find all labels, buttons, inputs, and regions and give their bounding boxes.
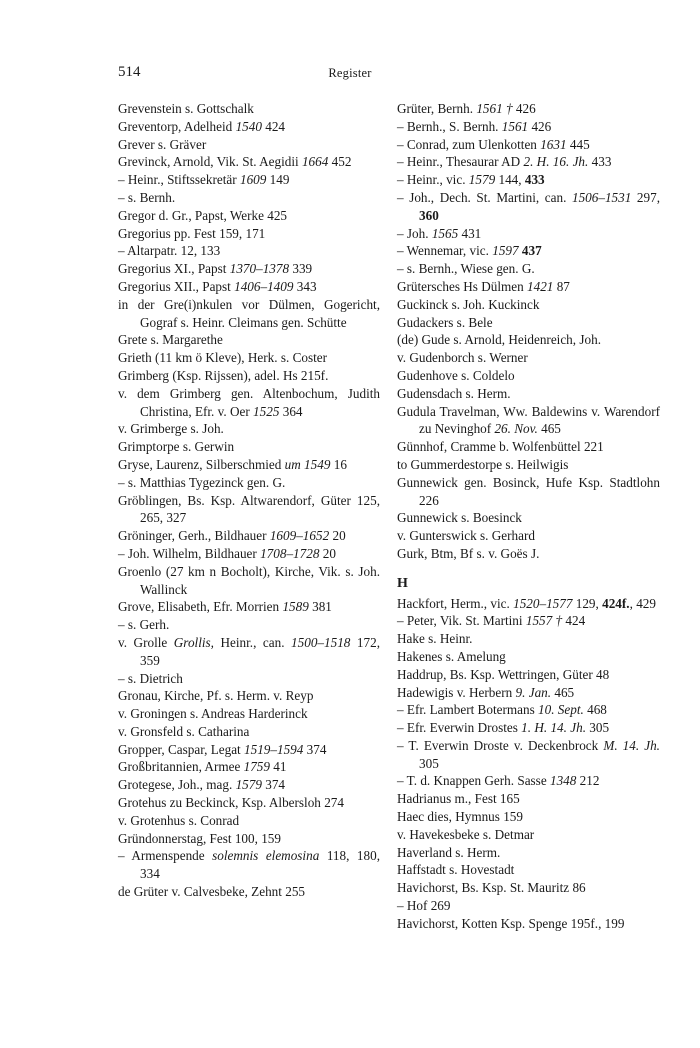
index-entry xyxy=(118,563,380,599)
index-entry xyxy=(118,385,380,421)
entry-text: Haec dies, Hymnus 159 xyxy=(397,809,523,825)
right-index-column xyxy=(397,100,660,933)
entry-text: 1525 xyxy=(253,403,280,419)
entry-text: 297, xyxy=(631,189,661,205)
index-entry xyxy=(397,367,660,385)
index-entry xyxy=(118,225,380,243)
entry-text: 1664 xyxy=(301,154,329,170)
index-subentry xyxy=(118,242,380,260)
entry-text: Grotehus zu Beckinck, Ksp. Albersloh 274 xyxy=(118,795,344,811)
index-entry xyxy=(118,741,380,759)
entry-text: 437 xyxy=(521,243,542,259)
entry-text: 212 xyxy=(576,773,600,789)
index-entry xyxy=(118,883,380,901)
entry-text: solemnis elemosina xyxy=(212,848,320,864)
entry-text: Grollis, xyxy=(173,634,214,650)
entry-text: Grever s. Gräver xyxy=(118,136,207,152)
index-entry xyxy=(118,634,380,670)
index-subentry xyxy=(118,545,380,563)
entry-text: 1. H. 14. Jh. xyxy=(521,720,586,736)
entry-text: Havichorst, Bs. Ksp. St. Mauritz 86 xyxy=(397,880,586,896)
entry-text: 87 xyxy=(553,278,570,294)
index-subentry xyxy=(397,260,660,278)
entry-text: Gropper, Caspar, Legat xyxy=(118,741,245,757)
index-entry xyxy=(118,278,380,296)
entry-text: v. Havekesbeke s. Detmar xyxy=(397,826,535,842)
index-entry xyxy=(397,808,660,826)
index-entry xyxy=(118,456,380,474)
entry-text: 1565 xyxy=(431,225,459,241)
entry-text: 1561 xyxy=(501,118,529,134)
entry-text: 1506–1531 xyxy=(571,189,632,205)
entry-text: Gudensdach s. Herm. xyxy=(397,385,511,401)
index-subentry xyxy=(397,171,660,189)
entry-text: 445 xyxy=(566,136,590,152)
index-entry xyxy=(118,420,380,438)
entry-text: Gregorius XII., Papst xyxy=(118,278,235,294)
entry-text: 468 xyxy=(583,702,607,718)
entry-text: 343 xyxy=(293,278,317,294)
entry-text: Grove, Elisabeth, Efr. Morrien xyxy=(118,599,283,615)
index-entry xyxy=(118,100,380,118)
entry-text: 118, 180, 334 xyxy=(140,848,380,882)
index-subentry xyxy=(397,897,660,915)
index-entry xyxy=(397,474,660,510)
entry-text: 305 xyxy=(586,720,610,736)
entry-text: Hackfort, Herm., vic. xyxy=(397,595,514,611)
index-entry xyxy=(397,861,660,879)
entry-text: Grete s. Margarethe xyxy=(118,332,223,348)
entry-text: Grüter, Bernh. xyxy=(397,101,477,116)
entry-text: 433 xyxy=(588,154,612,170)
entry-text: Gudenhove s. Coldelo xyxy=(397,367,515,383)
entry-text: Havichorst, Kotten Ksp. Spenge 195f., 199 xyxy=(397,915,625,931)
index-subentry xyxy=(118,474,380,492)
index-entry xyxy=(397,100,660,118)
index-entry xyxy=(118,207,380,225)
entry-text: – s. Bernh. xyxy=(118,189,176,205)
index-entry xyxy=(397,826,660,844)
entry-text: v. Grolle xyxy=(118,634,174,650)
entry-text: Grevinck, Arnold, Vik. St. Aegidii xyxy=(118,154,302,170)
entry-text: 431 xyxy=(458,225,482,241)
entry-text: um 1549 xyxy=(284,456,331,472)
index-entry xyxy=(397,509,660,527)
index-entry xyxy=(397,844,660,862)
entry-text: Gunnewick gen. Bosinck, Hufe Ksp. Stadtlohn 226 xyxy=(397,474,660,508)
index-entry xyxy=(118,349,380,367)
entry-text: v. Grimberge s. Joh. xyxy=(118,421,224,437)
entry-text: Gurk, Btm, Bf s. v. Goës J. xyxy=(397,545,540,561)
entry-text: 452 xyxy=(328,154,352,170)
entry-text: 2. H. 16. Jh. xyxy=(523,154,589,170)
index-subentry xyxy=(397,118,660,136)
index-subentry xyxy=(397,189,660,225)
entry-text: – s. Matthias Tygezinck gen. G. xyxy=(118,474,286,490)
entry-text: 1520–1577 xyxy=(513,595,573,611)
entry-text: 1421 xyxy=(527,278,554,294)
entry-text: 129, xyxy=(572,595,603,611)
index-entry xyxy=(118,331,380,349)
entry-text: Groenlo (27 km n Bocholt), Kirche, Vik. s. Joh. Wallinck xyxy=(118,563,380,597)
entry-text: 426 xyxy=(512,101,536,116)
entry-text: Gröninger, Gerh., Bildhauer xyxy=(118,528,270,544)
left-index-column xyxy=(118,100,380,901)
index-entry xyxy=(118,687,380,705)
entry-text: – Armenspende xyxy=(118,848,213,864)
index-entry xyxy=(118,438,380,456)
entry-text: Hake s. Heinr. xyxy=(397,631,473,647)
entry-text: 16 xyxy=(330,456,347,472)
index-entry xyxy=(397,403,660,439)
index-entry xyxy=(397,790,660,808)
entry-text: Grevenstein s. Gottschalk xyxy=(118,101,254,116)
entry-text: 433 xyxy=(524,172,545,188)
entry-text: 465 xyxy=(537,421,561,437)
entry-text: Grieth (11 km ö Kleve), Herk. s. Coster xyxy=(118,350,327,366)
entry-text: – Hof 269 xyxy=(397,898,451,914)
index-entry xyxy=(118,794,380,812)
entry-text: 1406–1409 xyxy=(234,278,294,294)
entry-text: Gronau, Kirche, Pf. s. Herm. v. Reyp xyxy=(118,688,314,704)
entry-text: 364 xyxy=(279,403,303,419)
entry-text: – Heinr., Thesaurar AD xyxy=(397,154,524,170)
entry-text: 339 xyxy=(289,261,313,277)
entry-text: M. 14. Jh. xyxy=(603,737,660,753)
entry-text: Grütersches Hs Dülmen xyxy=(397,278,528,294)
index-entry xyxy=(397,648,660,666)
entry-text: – Efr. Lambert Botermans xyxy=(397,702,538,718)
index-entry xyxy=(118,830,380,848)
entry-text: 1708–1728 xyxy=(260,545,320,561)
index-entry xyxy=(118,812,380,830)
entry-text: , 429 xyxy=(629,595,656,611)
index-entry xyxy=(118,296,380,332)
index-subentry xyxy=(118,171,380,189)
index-entry xyxy=(397,527,660,545)
entry-text: Gröblingen, Bs. Ksp. Altwarendorf, Güter 125, 265, 327 xyxy=(118,492,380,526)
entry-text: 424 xyxy=(562,613,586,629)
entry-text: – Bernh., S. Bernh. xyxy=(397,118,502,134)
entry-text: – Joh., Dech. St. Martini, can. xyxy=(397,189,572,205)
entry-text: 26. Nov. xyxy=(494,421,538,437)
entry-text: 1579 xyxy=(235,777,262,793)
index-entry xyxy=(118,527,380,545)
entry-text: v. Grotenhus s. Conrad xyxy=(118,812,240,828)
entry-text: Haverland s. Herm. xyxy=(397,844,501,860)
index-subentry xyxy=(118,670,380,688)
entry-text: 20 xyxy=(319,545,336,561)
entry-text: – Efr. Everwin Drostes xyxy=(397,720,522,736)
entry-text: 1561 † xyxy=(476,101,513,116)
index-entry xyxy=(118,118,380,136)
index-entry xyxy=(118,758,380,776)
entry-text: 172, 359 xyxy=(140,634,380,668)
entry-text: 305 xyxy=(419,755,439,771)
entry-text: Greventorp, Adelheid xyxy=(118,118,236,134)
entry-text: de Grüter v. Calvesbeke, Zehnt 255 xyxy=(118,884,306,900)
entry-text: 1370–1378 xyxy=(229,261,290,277)
entry-text: 20 xyxy=(329,528,346,544)
entry-text: – Heinr., Stiftssekretär xyxy=(118,172,240,188)
index-entry xyxy=(397,879,660,897)
entry-text: 381 xyxy=(308,599,332,615)
entry-text: to Gummerdestorpe s. Heilwigis xyxy=(397,456,569,472)
index-entry xyxy=(118,598,380,616)
entry-text: Haddrup, Bs. Ksp. Wettringen, Güter 48 xyxy=(397,666,610,682)
entry-text: Grimptorpe s. Gerwin xyxy=(118,439,235,455)
entry-text: Günnhof, Cramme b. Wolfenbüttel 221 xyxy=(397,439,604,455)
index-entry xyxy=(397,684,660,702)
index-entry xyxy=(118,705,380,723)
entry-text: Gunnewick s. Boesinck xyxy=(397,510,522,526)
index-entry xyxy=(118,260,380,278)
entry-text: – Heinr., vic. xyxy=(397,172,469,188)
index-entry xyxy=(397,278,660,296)
entry-text: – T. d. Knappen Gerh. Sasse xyxy=(397,773,550,789)
entry-text: – s. Gerh. xyxy=(118,617,170,633)
index-subentry xyxy=(397,153,660,171)
entry-text: 1759 xyxy=(243,759,270,775)
entry-text: Grimberg (Ksp. Rijssen), adel. Hs 215f. xyxy=(118,367,329,383)
entry-text: 374 xyxy=(303,741,327,757)
entry-text: Gudula Travelman, Ww. Baldewins v. Warendorf zu Nevinghof xyxy=(397,403,660,437)
entry-text: (de) Gude s. Arnold, Heidenreich, Joh. xyxy=(397,332,601,348)
index-subentry xyxy=(397,612,660,630)
index-entry xyxy=(118,153,380,171)
entry-text: 374 xyxy=(261,777,286,793)
index-entry xyxy=(397,331,660,349)
entry-text: 1348 xyxy=(549,773,577,789)
entry-text: 465 xyxy=(551,684,575,700)
entry-text: 424f. xyxy=(602,595,630,611)
entry-text: 41 xyxy=(269,759,287,775)
index-entry xyxy=(397,385,660,403)
entry-text: 424 xyxy=(261,118,286,134)
index-subentry xyxy=(397,242,660,260)
page-number: 514 xyxy=(118,64,141,80)
entry-text: – Wennemar, vic. xyxy=(397,243,493,259)
index-subentry xyxy=(397,136,660,154)
entry-text: Gründonnerstag, Fest 100, 159 xyxy=(118,830,281,846)
entry-text: 360 xyxy=(419,207,439,223)
entry-text: Heinr., can. xyxy=(213,634,292,650)
index-subentry xyxy=(118,189,380,207)
index-entry xyxy=(397,545,660,563)
entry-text: 1540 xyxy=(235,118,262,134)
entry-text: Hakenes s. Amelung xyxy=(397,648,506,664)
entry-text: 1589 xyxy=(282,599,309,615)
entry-text: – Altarpatr. 12, 133 xyxy=(118,243,221,259)
index-entry xyxy=(397,349,660,367)
index-entry xyxy=(397,314,660,332)
index-entry xyxy=(397,595,660,613)
running-head: Register xyxy=(328,66,372,80)
entry-text: – Joh. Wilhelm, Bildhauer xyxy=(118,545,261,561)
entry-text: Hadrianus m., Fest 165 xyxy=(397,791,520,807)
entry-text: Gregorius pp. Fest 159, 171 xyxy=(118,225,266,241)
index-entry xyxy=(397,296,660,314)
entry-text: 1519–1594 xyxy=(244,741,304,757)
section-heading: H xyxy=(397,575,408,591)
entry-text: 1609–1652 xyxy=(269,528,330,544)
entry-text: 1500–1518 xyxy=(291,634,351,650)
index-entry xyxy=(397,915,660,933)
index-subentry xyxy=(397,719,660,737)
index-entry xyxy=(397,666,660,684)
entry-text: – s. Bernh., Wiese gen. G. xyxy=(397,261,535,277)
index-subentry xyxy=(118,847,380,883)
index-subentry xyxy=(397,701,660,719)
entry-text: Guckinck s. Joh. Kuckinck xyxy=(397,296,540,312)
index-subentry xyxy=(118,616,380,634)
index-entry xyxy=(118,492,380,528)
entry-text: Hadewigis v. Herbern xyxy=(397,684,516,700)
entry-text: 1631 xyxy=(540,136,567,152)
entry-text: Großbritannien, Armee xyxy=(118,759,244,775)
entry-text: v. Gudenborch s. Werner xyxy=(397,350,528,366)
entry-text: 1557 † xyxy=(525,613,563,629)
entry-text: – Joh. xyxy=(397,225,432,241)
entry-text: 426 xyxy=(528,118,552,134)
entry-text: 1609 xyxy=(239,172,267,188)
entry-text: Grotegese, Joh., mag. xyxy=(118,777,236,793)
index-entry xyxy=(118,136,380,154)
entry-text: 10. Sept. xyxy=(538,702,584,718)
entry-text: Gregorius XI., Papst xyxy=(118,261,230,277)
entry-text: 144, xyxy=(495,172,525,188)
entry-text: 149 xyxy=(266,172,290,188)
entry-text: in der Gre(i)nkulen vor Dülmen, Gogericht, Gograf s. Heinr. Cleimans gen. Schütte xyxy=(118,296,380,330)
entry-text: v. dem Grimberg gen. Altenbochum, Judith Christina, Efr. v. Oer xyxy=(118,385,380,419)
entry-text: Haffstadt s. Hovestadt xyxy=(397,862,515,878)
entry-text: Gryse, Laurenz, Silberschmied xyxy=(118,456,285,472)
entry-text: – s. Dietrich xyxy=(118,670,183,686)
entry-text: v. Groningen s. Andreas Harderinck xyxy=(118,706,308,722)
entry-text: – Peter, Vik. St. Martini xyxy=(397,613,526,629)
index-subentry xyxy=(397,225,660,243)
entry-text: 1579 xyxy=(468,172,496,188)
index-entry xyxy=(397,438,660,456)
entry-text: 1597 xyxy=(492,243,519,259)
index-subentry xyxy=(397,772,660,790)
entry-text: Gregor d. Gr., Papst, Werke 425 xyxy=(118,207,288,223)
entry-text: 9. Jan. xyxy=(515,684,552,700)
index-entry xyxy=(118,723,380,741)
index-entry xyxy=(397,630,660,648)
entry-text: Gudackers s. Bele xyxy=(397,314,493,330)
index-entry xyxy=(118,367,380,385)
index-entry xyxy=(397,456,660,474)
entry-text: v. Gronsfeld s. Catharina xyxy=(118,723,250,739)
entry-text: – Conrad, zum Ulenkotten xyxy=(397,136,541,152)
entry-text: – T. Everwin Droste v. Deckenbrock xyxy=(397,737,604,753)
index-entry xyxy=(118,776,380,794)
index-subentry xyxy=(397,737,660,773)
entry-text: v. Gunterswick s. Gerhard xyxy=(397,528,535,544)
